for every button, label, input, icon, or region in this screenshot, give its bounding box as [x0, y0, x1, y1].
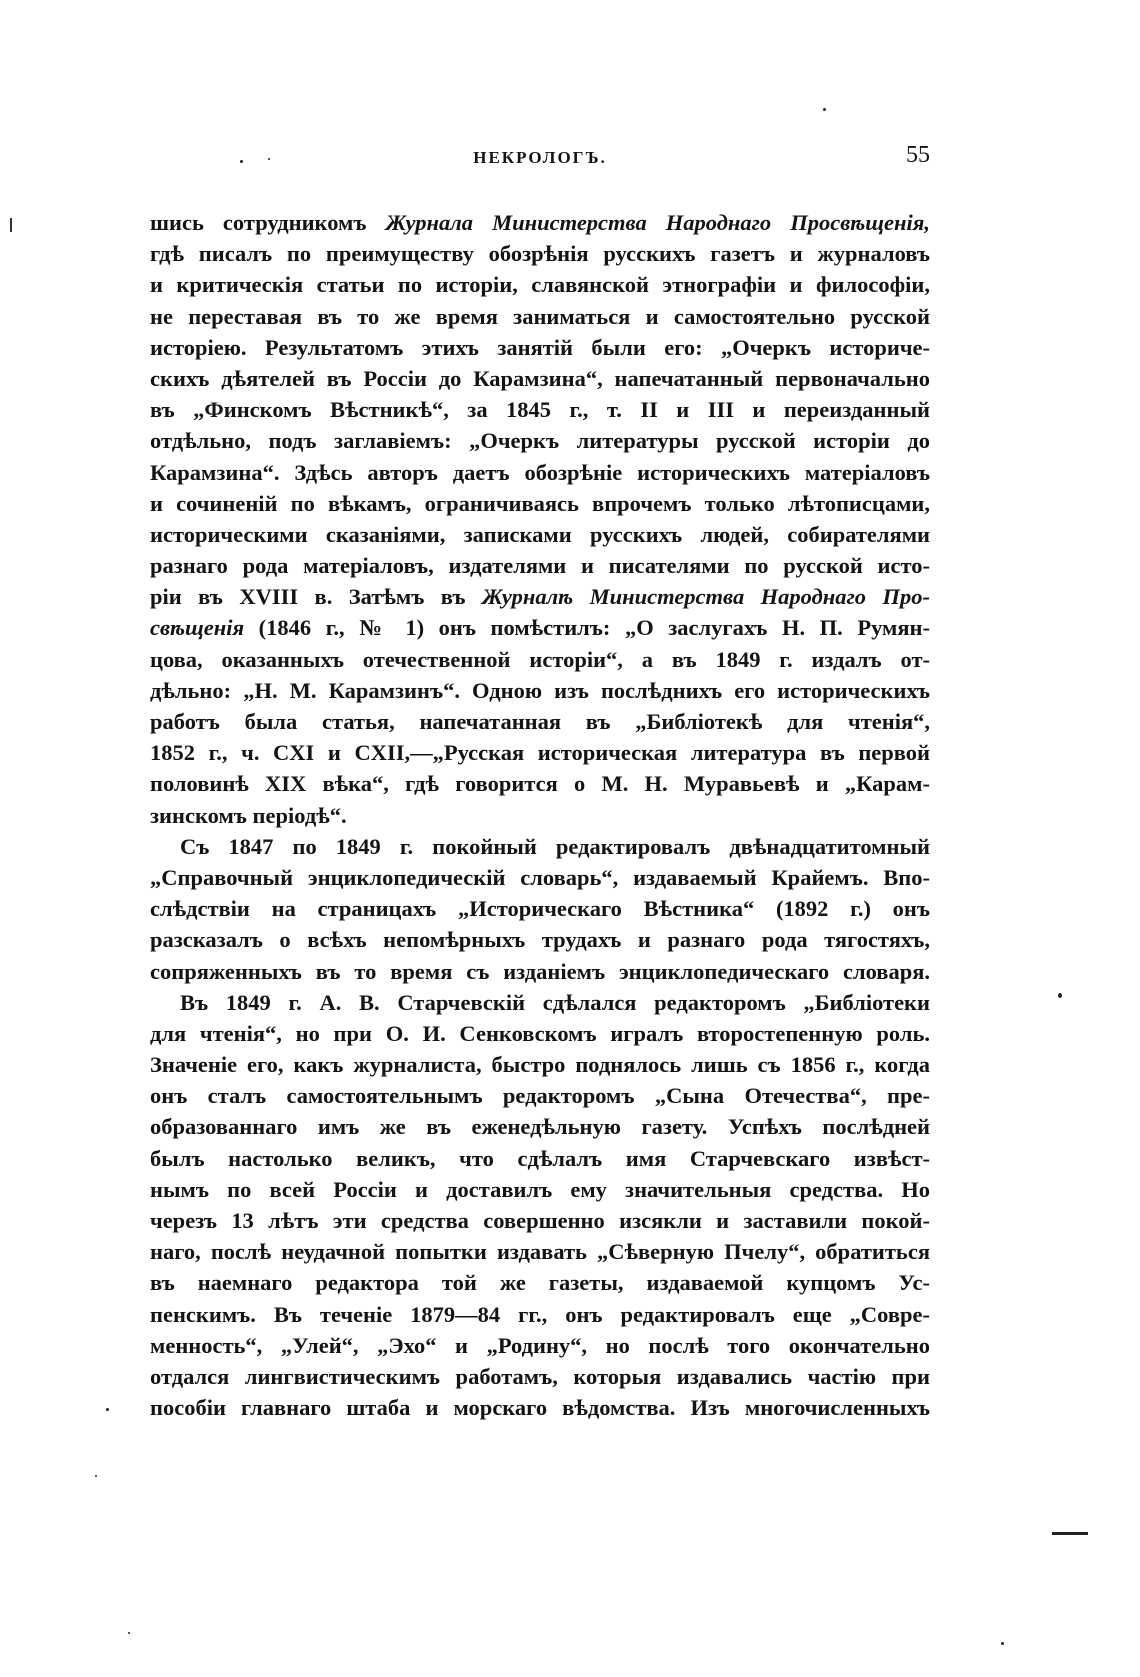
text-line: [150, 457, 930, 488]
text-line: [150, 1143, 930, 1174]
text-line: [150, 550, 930, 581]
line-text: наго, послѣ неудачной попытки издавать „Сѣверную Пчелу“, обратиться: [150, 1239, 930, 1265]
body-text: [150, 207, 930, 1423]
text-line: [150, 1299, 930, 1330]
text-line: [150, 800, 930, 831]
margin-mark: [10, 218, 12, 232]
scan-speck: [240, 160, 243, 163]
line-text: нымъ по всей Россіи и доставилъ ему значительныя средства. Но: [150, 1176, 930, 1202]
text-line: [150, 924, 930, 955]
scan-speck: [823, 108, 826, 111]
line-text: гдѣ писалъ по преимуществу обозрѣнія русскихъ газетъ и журналовъ: [150, 241, 930, 267]
italic-title: свѣщенія: [150, 615, 245, 641]
line-text: работъ была статья, напечатанная въ „Библіотекѣ для чтенія“,: [150, 709, 930, 734]
line-text: для чтенія“, но при О. И. Сенковскомъ игралъ второстепенную роль.: [150, 1020, 930, 1046]
text-line: [150, 488, 930, 519]
text-line: [150, 301, 930, 332]
text-line: [150, 675, 930, 706]
text-line: [150, 1174, 930, 1205]
line-text: пенскимъ. Въ теченіе 1879—84 гг., онъ редактировалъ еще „Совре-: [150, 1301, 930, 1327]
line-text: зинскомъ періодѣ“.: [150, 802, 347, 828]
line-text: половинѣ XIX вѣка“, гдѣ говорится о М. Н. Муравьевѣ и „Карам-: [150, 771, 930, 797]
scan-speck: [1058, 993, 1062, 998]
line-text: (1846 г., № 1) онъ помѣстилъ: „О заслугахъ Н. П. Румян-: [244, 615, 930, 641]
text-line: [150, 425, 930, 456]
text-line: [150, 269, 930, 300]
line-text: онъ сталъ самостоятельнымъ редакторомъ „Сына Отечества“, пре-: [150, 1083, 930, 1109]
line-text: слѣдствіи на страницахъ „Историческаго Вѣстника“ (1892 г.) онъ: [150, 896, 930, 922]
line-text: не переставая въ то же время заниматься и самостоятельно русской: [150, 303, 930, 329]
text-line: [150, 1049, 930, 1080]
scan-speck: [268, 158, 270, 160]
text-line: [150, 1330, 930, 1361]
line-text: дѣльно: „Н. М. Карамзинъ“. Одною изъ послѣднихъ его историческихъ: [150, 677, 930, 703]
page-number: 55: [906, 142, 930, 168]
text-line: [150, 956, 930, 987]
italic-title: Журнала Министерства Народнаго Просвѣщенія,: [385, 210, 930, 235]
line-text: цова, оказанныхъ отечественной исторіи“, а въ 1849 г. издалъ от-: [150, 646, 930, 672]
text-line: [150, 238, 930, 269]
text-line: [150, 706, 930, 737]
text-line: [150, 581, 930, 612]
line-text: шись сотрудникомъ: [150, 210, 386, 235]
text-line: [150, 1205, 930, 1236]
page-header: [150, 142, 930, 178]
line-text: пособіи главнаго штаба и морскаго вѣдомства. Изъ многочисленныхъ: [150, 1395, 930, 1421]
line-text: Карамзина“. Здѣсь авторъ даетъ обозрѣніе историческихъ матеріаловъ: [150, 459, 930, 485]
line-text: черезъ 13 лѣтъ эти средства совершенно изсякли и заставили покой-: [150, 1208, 930, 1233]
line-text: и критическія статьи по исторіи, славянской этнографіи и философіи,: [150, 272, 930, 298]
line-text: разнаго рода матеріаловъ, издателями и писателями по русской исто-: [150, 553, 930, 579]
line-text: ріи въ XVIII в. Затѣмъ въ: [150, 584, 482, 610]
text-line: [150, 1267, 930, 1298]
line-text: сопряженныхъ въ то время съ изданіемъ энциклопедическаго словаря.: [150, 958, 930, 984]
scan-speck: [128, 1632, 130, 1634]
text-line: [150, 768, 930, 799]
line-text: въ „Финскомъ Вѣстникѣ“, за 1845 г., т. II и III и переизданный: [150, 397, 930, 423]
line-text: Значеніе его, какъ журналиста, быстро поднялось лишь съ 1856 г., когда: [150, 1052, 930, 1078]
text-line: [150, 519, 930, 550]
line-text: менность“, „Улей“, „Эхо“ и „Родину“, но послѣ того окончательно: [150, 1332, 930, 1358]
line-text: Въ 1849 г. А. В. Старчевскій сдѣлался редакторомъ „Библіотеки: [180, 989, 930, 1015]
line-text: въ наемнаго редактора той же газеты, издаваемой купцомъ Ус-: [150, 1270, 930, 1296]
text-line: [150, 612, 930, 643]
text-line: [150, 644, 930, 675]
text-line: [150, 1018, 930, 1049]
italic-title: Журналѣ Министерства Народнаго Про-: [481, 584, 930, 610]
text-line: [150, 862, 930, 893]
text-line: [150, 831, 930, 862]
line-text: и сочиненій по вѣкамъ, ограничиваясь впрочемъ только лѣтописцами,: [150, 490, 930, 516]
line-text: скихъ дѣятелей въ Россіи до Карамзина“, напечатанный первоначально: [150, 365, 930, 391]
line-text: былъ настолько великъ, что сдѣлалъ имя Старчевскаго извѣст-: [150, 1145, 930, 1171]
text-line: [150, 1361, 930, 1392]
running-head: НЕКРОЛОГЪ.: [473, 148, 607, 167]
line-text: образованнаго имъ же въ еженедѣльную газету. Успѣхъ послѣдней: [150, 1114, 930, 1140]
text-line: [150, 394, 930, 425]
text-line: [150, 1392, 930, 1423]
text-line: [150, 332, 930, 363]
line-text: отдѣльно, подъ заглавіемъ: „Очеркъ литературы русской исторіи до: [150, 428, 930, 454]
line-text: 1852 г., ч. CXI и CXII,—„Русская историческая литература въ первой: [150, 740, 930, 766]
edge-mark: [1052, 1532, 1088, 1535]
line-text: разсказалъ о всѣхъ непомѣрныхъ трудахъ и разнаго рода тягостяхъ,: [150, 927, 930, 953]
text-line: [150, 987, 930, 1018]
line-text: историческими сказаніями, записками русскихъ людей, собирателями: [150, 521, 930, 547]
line-text: исторіею. Результатомъ этихъ занятій были его: „Очеркъ историче-: [150, 334, 930, 360]
line-text: „Справочный энциклопедическій словарь“, издаваемый Крайемъ. Впо-: [150, 864, 930, 890]
text-line: [150, 893, 930, 924]
scan-speck: [1001, 1642, 1004, 1645]
text-line: [150, 1080, 930, 1111]
text-line: [150, 207, 930, 238]
text-line: [150, 363, 930, 394]
scan-speck: [106, 1408, 109, 1411]
text-line: [150, 1236, 930, 1267]
line-text: отдался лингвистическимъ работамъ, которыя издавались частію при: [150, 1363, 930, 1389]
text-line: [150, 737, 930, 768]
scan-speck: [95, 1475, 97, 1477]
line-text: Съ 1847 по 1849 г. покойный редактировалъ двѣнадцатитомный: [180, 833, 930, 859]
text-line: [150, 1111, 930, 1142]
